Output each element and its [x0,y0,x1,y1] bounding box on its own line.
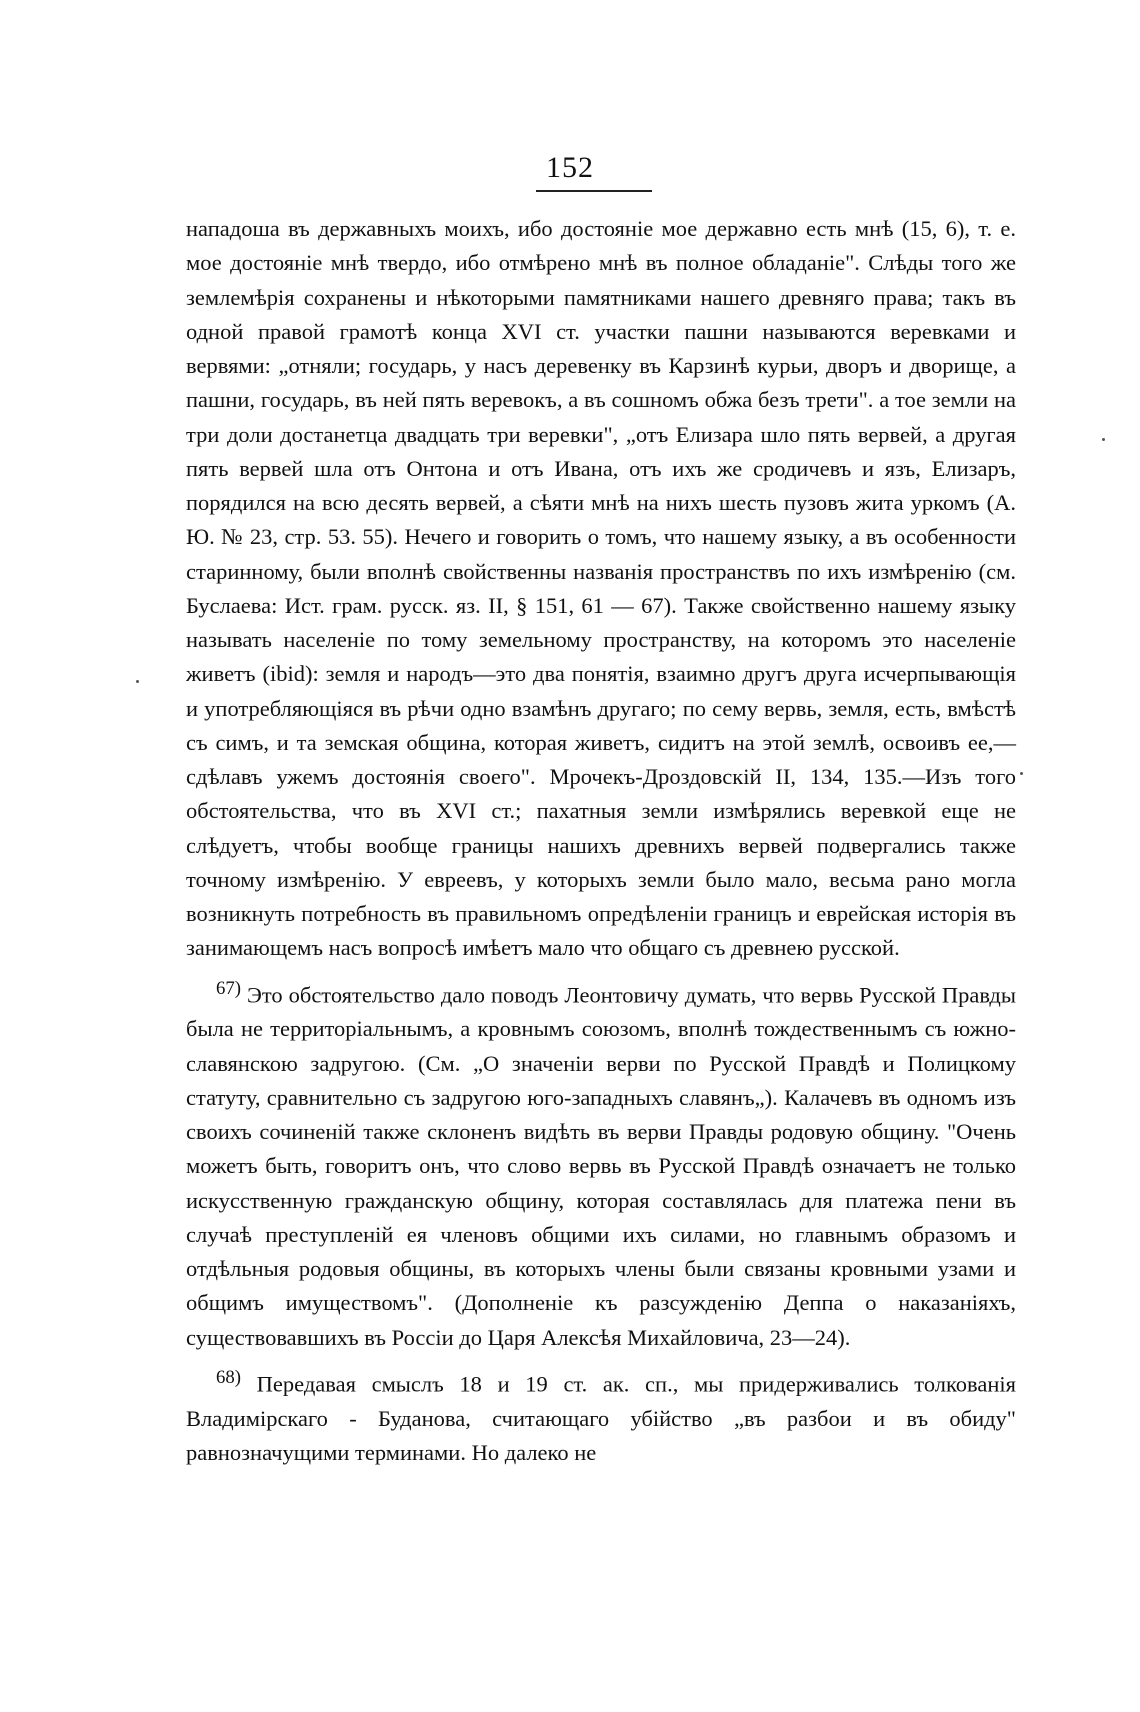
footnote-marker: 67) [216,977,241,999]
page-number-rule [536,190,652,192]
page-text [186,212,1016,1470]
body-paragraph [186,212,1016,966]
margin-speck [1020,772,1023,775]
body-paragraph-text: нападоша въ державныхъ моихъ, ибо достоянiе мое державно есть мнѣ (15, 6), т. е. мое достоянiе мнѣ твердо, ибо отмѣрено мнѣ въ полное обладанiе". Слѣды того же землемѣрiя сохранены и нѣкоторыми памятниками нашего древняго права; такъ въ одной правой грамотѣ конца XVI ст. участки пашни называются веревками и вервями: „отняли; государь, у насъ деревенку въ Карзинѣ курьи, дворъ и дворище, а пашни, государь, въ ней пять веревокъ, а въ сошномъ обжа безъ трети". а тое земли на три доли достанетца двадцать три веревки", „отъ Елизара шло пять вервей, а другая пять вервей шла отъ Онтона и отъ Ивана, отъ ихъ же сродичевъ и язъ, Елизаръ, порядился на всю десять вервей, а сѣяти мнѣ на нихъ шесть пузовъ жита уркомъ (А. Ю. № 23, стр. 53. 55). Нечего и говорить о томъ, что нашему языку, а въ особенности старинному, были вполнѣ свойственны названiя пространствъ по ихъ измѣренiю (см. Буслаева: Ист. грам. русск. яз. II, § 151, 61 — 67). Также свойственно нашему языку называть населенiе по тому земельному пространству, на которомъ это населенiе живетъ (ibid): земля и народъ—это два понятiя, взаимно другъ друга исчерпывающiя и употребляющiяся въ рѣчи одно взамѣнъ другаго; по сему вервь, земля, есть, вмѣстѣ съ симъ, и та земская община, которая живетъ, сидитъ на этой землѣ, освоивъ ее,—сдѣлавъ ужемъ достоянiя своего". Мрочекъ-Дроздовскiй II, 134, 135.—Изъ того обстоятельства, что въ XVI ст.; пахатныя земли измѣрялись веревкой еще не слѣдуетъ, чтобы вообще границы нашихъ древнихъ вервей подвергались также точному измѣренiю. У евреевъ, у которыхъ земли было мало, весьма рано могла возникнуть потребность въ правильномъ опредѣленiи границъ и еврейская исторiя въ занимающемъ насъ вопросѣ имѣетъ мало что общаго съ древнею русской. [186,216,1016,961]
footnote-68 [186,1361,1016,1470]
margin-speck [136,680,139,683]
margin-speck [1102,438,1105,441]
footnote-marker: 68) [216,1366,241,1388]
footnote-text: Это обстоятельство дало поводъ Леонтовичу думать, что вервь Русской Правды была не территорiальнымъ, а кровнымъ союзомъ, вполнѣ тождественнымъ съ южно-славянскою задругою. (См. „О значенiи верви по Русской Правдѣ и Полицкому статуту, сравнительно съ задругою юго-западныхъ славянъ„). Калачевъ въ одномъ изъ своихъ сочиненiй также склоненъ видѣть въ верви Правды родовую общину. "Очень можетъ быть, говоритъ онъ, что слово вервь въ Русской Правдѣ означаетъ не только искусственную гражданскую общину, которая составлялась для платежа пени въ случаѣ преступленiй ея членовъ общими ихъ силами, но главнымъ образомъ и отдѣльныя родовыя общины, въ которыхъ члены были связаны кровными узами и общимъ имуществомъ". (Дополненiе къ разсужденiю Деппа о наказанiяхъ, существовавшихъ въ Россiи до Царя Алексѣя Михайловича, 23—24). [186,982,1016,1350]
footnote-text: Передавая смыслъ 18 и 19 ст. ак. сп., мы придерживались толкованiя Владимiрскаго - Буданова, считающаго убiйство „въ разбои и въ обиду" равнозначущими терминами. Но далеко не [186,1371,1016,1465]
footnote-67 [186,972,1016,1355]
page-number: 152 [546,151,594,184]
